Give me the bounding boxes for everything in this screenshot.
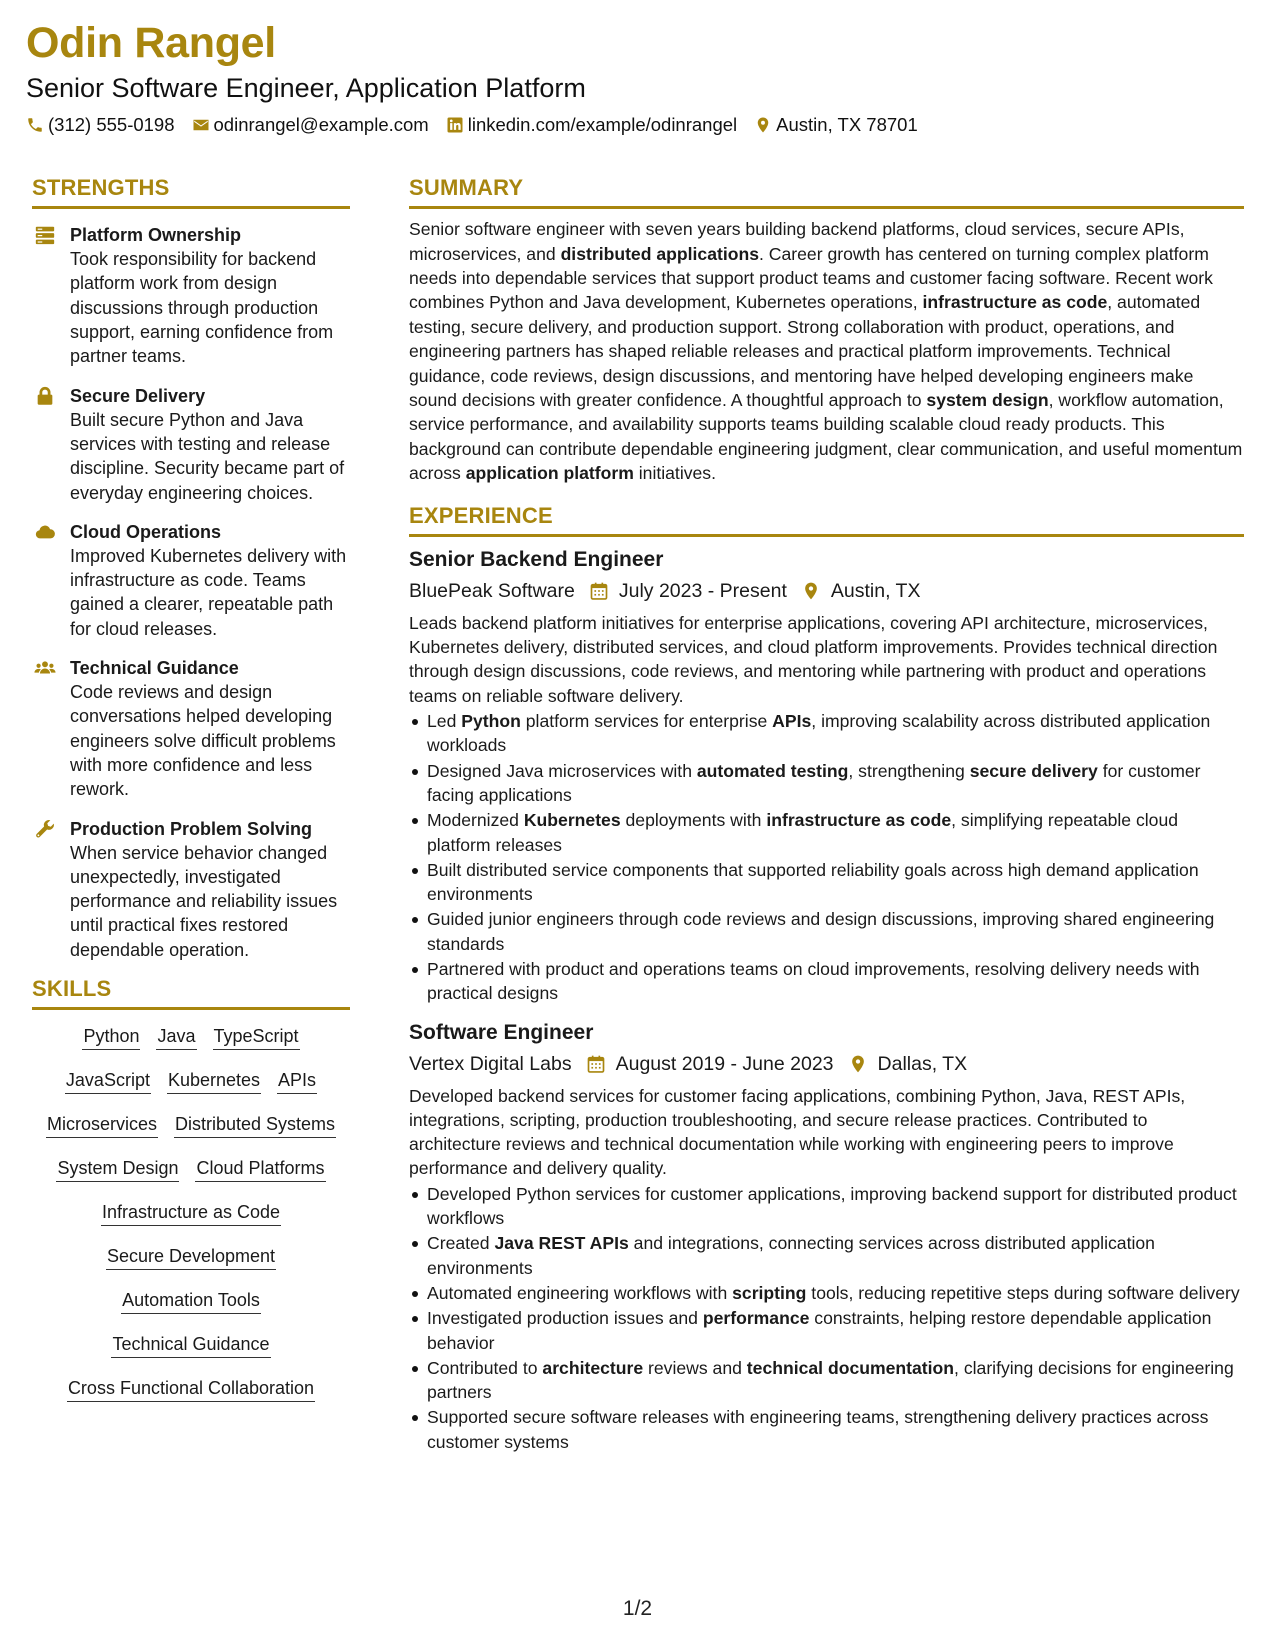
text-run: for customer facing applications xyxy=(427,760,1201,805)
skill-tag: Cross Functional Collaboration xyxy=(67,1376,315,1402)
strength-title: Technical Guidance xyxy=(70,658,239,679)
users-icon xyxy=(34,657,56,679)
cloud-icon xyxy=(34,521,56,543)
contact-location xyxy=(754,114,918,136)
experience-heading: EXPERIENCE xyxy=(409,504,1244,537)
bullet-item xyxy=(427,907,1244,956)
strength-item xyxy=(32,656,350,801)
strength-item xyxy=(32,384,350,505)
bullet-item xyxy=(427,808,1244,857)
job-entry xyxy=(409,1020,1244,1454)
text-run: deployments with xyxy=(620,810,767,831)
skill-tag: Infrastructure as Code xyxy=(101,1200,281,1226)
strength-description: When service behavior changed unexpectedly, investigated performance and reliability issues until practical fixes restored dependable operation. xyxy=(70,842,338,960)
bullet-item xyxy=(427,957,1244,1006)
bold-text: Kubernetes xyxy=(523,810,621,831)
job-description: Leads backend platform initiatives for enterprise applications, covering API architecture, microservices, Kubernetes delivery, distributed services, and cloud platform improvements. Provides technical direction through design discussions, code reviews, and mentoring while partnering with product and operations teams on reliable software delivery. xyxy=(409,612,1218,706)
bullet-item xyxy=(427,1356,1244,1405)
bullet-item xyxy=(427,709,1244,758)
map-pin-icon xyxy=(801,581,821,601)
strength-description: Code reviews and design conversations helped developing engineers solve difficult problems with more confidence and less rework. xyxy=(70,682,336,800)
strength-description: Took responsibility for backend platform work from design discussions through production support, earning confidence from partner teams. xyxy=(70,249,334,367)
calendar-icon xyxy=(589,581,609,601)
strength-item xyxy=(32,223,350,368)
skills-list xyxy=(32,1024,350,1402)
contact-location-text: Austin, TX 78701 xyxy=(776,114,918,135)
skill-row xyxy=(32,1376,350,1402)
strength-item xyxy=(32,520,350,641)
skill-row xyxy=(32,1332,350,1358)
skill-tag: Microservices xyxy=(46,1112,158,1138)
strength-description: Improved Kubernetes delivery with infrastructure as code. Teams gained a clearer, repeatable path for cloud releases. xyxy=(70,545,347,639)
skill-tag: APIs xyxy=(277,1068,317,1094)
skill-tag: Distributed Systems xyxy=(174,1112,336,1138)
server-icon xyxy=(34,224,56,246)
skill-row xyxy=(32,1024,350,1050)
bold-text: infrastructure as code xyxy=(766,810,952,831)
skill-row xyxy=(32,1112,350,1138)
text-run: , workflow automation, service performance, and availability supports teams building scalable cloud ready products. This background can contribute dependable engineering judgment, clear communication, and useful momentum across xyxy=(409,390,1243,484)
skills-section xyxy=(32,977,350,1402)
company-name: Vertex Digital Labs xyxy=(409,1052,572,1075)
candidate-name: Odin Rangel xyxy=(26,19,276,67)
skill-tag: Secure Development xyxy=(106,1244,276,1270)
strength-description: Built secure Python and Java services with testing and release discipline. Security became part of everyday engineering choices. xyxy=(70,409,345,503)
text-run: Created xyxy=(427,1233,495,1254)
text-run: , clarifying decisions for engineering partners xyxy=(427,1357,1234,1403)
bullet-item xyxy=(427,858,1244,907)
job-entry xyxy=(409,547,1244,1006)
skill-row xyxy=(32,1288,350,1314)
strength-title: Cloud Operations xyxy=(70,521,222,542)
text-run: Senior software engineer with seven years building backend platforms, cloud services, secure APIs, microservices, and xyxy=(409,219,1185,264)
text-run: Contributed to xyxy=(427,1357,543,1378)
phone-icon xyxy=(26,116,44,134)
job-bullets xyxy=(409,709,1244,1006)
envelope-icon xyxy=(192,116,210,134)
text-run: Built distributed service components that supported reliability goals across high demand application environments xyxy=(427,859,1199,905)
job-meta xyxy=(409,578,1244,604)
bold-text: Java REST APIs xyxy=(494,1233,629,1254)
contact-email-text: odinrangel@example.com xyxy=(213,114,429,135)
skill-tag: Cloud Platforms xyxy=(195,1156,325,1182)
skill-tag: JavaScript xyxy=(65,1068,151,1094)
map-pin-icon xyxy=(754,116,772,134)
company-name: BluePeak Software xyxy=(409,579,575,602)
job-bullets xyxy=(409,1182,1244,1454)
text-run: Modernized xyxy=(427,810,524,831)
headline: Senior Software Engineer, Application Platform xyxy=(26,73,586,103)
bold-text: scripting xyxy=(732,1282,807,1303)
bullet-item xyxy=(427,1231,1244,1280)
bold-text: APIs xyxy=(772,711,812,732)
linkedin-icon xyxy=(446,116,464,134)
text-run: , simplifying repeatable cloud platform releases xyxy=(427,810,1179,855)
skill-tag: System Design xyxy=(56,1156,179,1182)
skill-row xyxy=(32,1156,350,1182)
contact-phone-text: (312) 555-0198 xyxy=(48,114,175,135)
bold-text: application platform xyxy=(465,463,634,484)
text-run: Partnered with product and operations teams on cloud improvements, resolving delivery needs with practical designs xyxy=(427,959,1200,1004)
text-run: constraints, helping restore dependable application behavior xyxy=(427,1308,1212,1353)
bold-text: Python xyxy=(461,711,521,732)
text-run: Developed Python services for customer applications, improving backend support for distributed product workflows xyxy=(427,1183,1237,1229)
bullet-item xyxy=(427,1281,1244,1305)
wrench-icon xyxy=(34,818,56,840)
text-run: tools, reducing repetitive steps during software delivery xyxy=(806,1282,1240,1303)
bold-text: distributed applications xyxy=(560,243,759,264)
skill-tag: Technical Guidance xyxy=(111,1332,270,1358)
skill-tag: Java xyxy=(156,1024,196,1050)
bold-text: infrastructure as code xyxy=(922,292,1108,313)
strength-title: Secure Delivery xyxy=(70,385,206,406)
job-description: Developed backend services for customer facing applications, combining Python, Java, REST APIs, integrations, scripting, production troubleshooting, and secure release practices. Contributed to architecture reviews and technical documentation while working with engineering peers to improve performance and delivery quality. xyxy=(409,1085,1186,1179)
bold-text: secure delivery xyxy=(969,760,1098,781)
text-run: Investigated production issues and xyxy=(427,1308,703,1329)
bullet-item xyxy=(427,759,1244,808)
bold-text: automated testing xyxy=(696,760,849,781)
text-run: , automated testing, secure delivery, and production support. Strong collaboration with product, operations, and engineering partners has shaped reliable releases and practical platform improvements. Technical guidance, code reviews, design discussions, and mentoring have helped developing engineers make sound decisions with greater confidence. A thoughtful approach to xyxy=(409,292,1201,411)
text-run: , improving scalability across distributed application workloads xyxy=(427,711,1211,756)
bold-text: technical documentation xyxy=(746,1357,955,1378)
skill-row xyxy=(32,1200,350,1226)
bold-text: system design xyxy=(926,390,1049,411)
job-location: Dallas, TX xyxy=(877,1052,968,1075)
skill-tag: Python xyxy=(82,1024,140,1050)
text-run: initiatives. xyxy=(633,463,716,484)
lock-icon xyxy=(34,385,56,407)
contact-phone[interactable] xyxy=(26,114,175,136)
text-run: platform services for enterprise xyxy=(520,711,773,732)
right-column xyxy=(409,176,1244,1455)
page-number: 1/2 xyxy=(622,1597,653,1620)
text-run: . Career growth has centered on turning complex platform needs into dependable services that support product teams and customer facing software. Recent work combines Python and Java development, Kubernetes operations, xyxy=(409,243,1213,313)
skill-tag: Automation Tools xyxy=(121,1288,261,1314)
bullet-item xyxy=(427,1182,1244,1231)
text-run: Automated engineering workflows with xyxy=(427,1282,733,1303)
map-pin-icon xyxy=(848,1054,868,1074)
contact-bar xyxy=(26,114,935,136)
text-run: , strengthening xyxy=(848,760,970,781)
job-dates: August 2019 - June 2023 xyxy=(615,1052,834,1075)
skill-tag: TypeScript xyxy=(213,1024,300,1050)
bold-text: performance xyxy=(702,1308,810,1329)
text-run: Supported secure software releases with engineering teams, strengthening delivery practices across customer systems xyxy=(427,1407,1209,1452)
job-title: Software Engineer xyxy=(409,1020,594,1044)
calendar-icon xyxy=(586,1054,606,1074)
summary-heading: SUMMARY xyxy=(409,176,1244,209)
skill-row xyxy=(32,1244,350,1270)
text-run: Designed Java microservices with xyxy=(427,760,697,781)
job-meta xyxy=(409,1051,1244,1077)
bullet-item xyxy=(427,1306,1244,1355)
bullet-item xyxy=(427,1405,1244,1454)
strengths-heading: STRENGTHS xyxy=(32,176,350,209)
text-run: Led xyxy=(427,711,462,732)
text-run: and integrations, connecting services across distributed application environments xyxy=(427,1233,1155,1278)
contact-linkedin[interactable] xyxy=(446,114,737,136)
job-dates: July 2023 - Present xyxy=(618,579,787,602)
job-location: Austin, TX xyxy=(830,579,921,602)
strength-title: Platform Ownership xyxy=(70,225,242,246)
strength-item xyxy=(32,817,350,962)
strengths-list xyxy=(32,223,350,962)
text-run: reviews and xyxy=(643,1357,747,1378)
left-column xyxy=(32,176,350,1420)
skills-heading: SKILLS xyxy=(32,977,350,1010)
job-title: Senior Backend Engineer xyxy=(409,547,664,571)
contact-email[interactable] xyxy=(192,114,429,136)
skill-row xyxy=(32,1068,350,1094)
summary-text xyxy=(409,217,1244,485)
contact-linkedin-text: linkedin.com/example/odinrangel xyxy=(467,114,738,135)
text-run: Guided junior engineers through code reviews and design discussions, improving shared engineering standards xyxy=(427,909,1215,954)
bold-text: architecture xyxy=(542,1357,644,1378)
skill-tag: Kubernetes xyxy=(167,1068,261,1094)
strength-title: Production Problem Solving xyxy=(70,818,313,839)
